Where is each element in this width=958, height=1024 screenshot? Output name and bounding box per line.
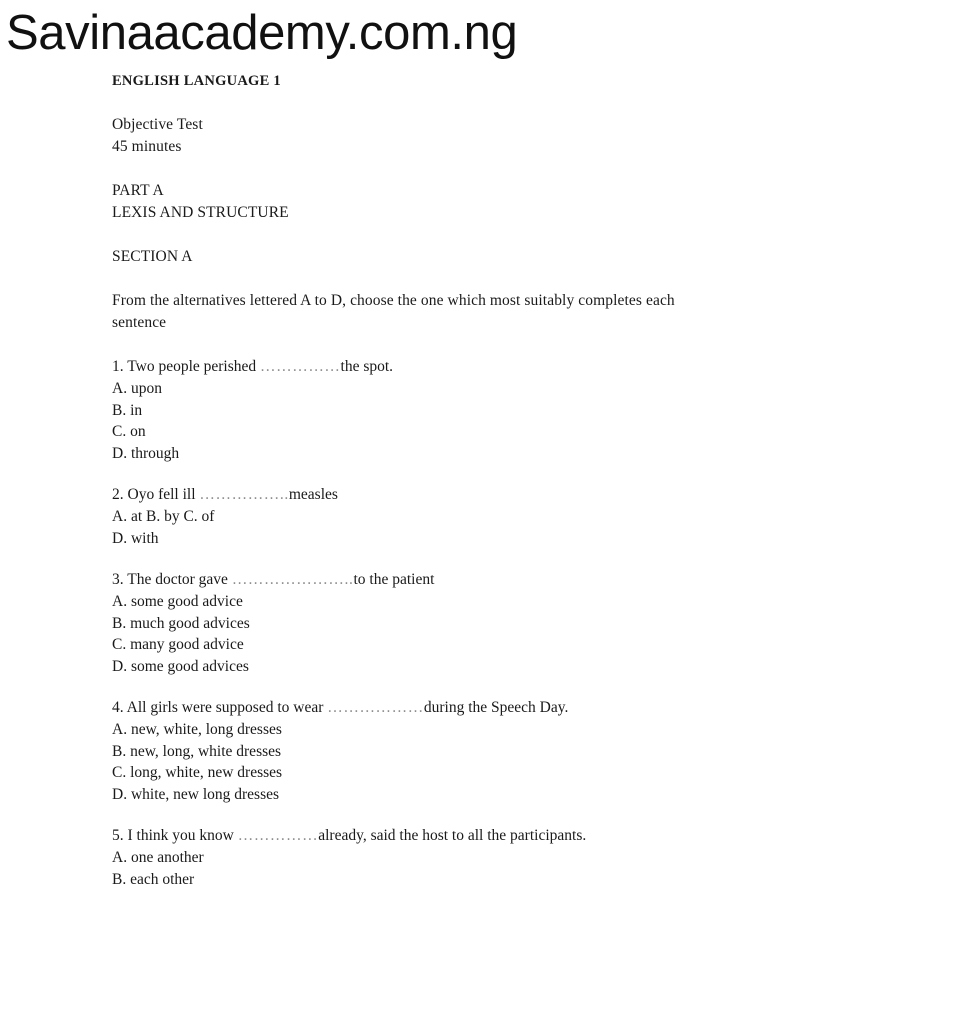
question-number: 3. bbox=[112, 571, 128, 588]
answer-blank-dots: …………… bbox=[237, 827, 319, 844]
spacer bbox=[112, 158, 812, 180]
question-block bbox=[112, 825, 812, 890]
question-number: 1. bbox=[112, 358, 128, 375]
answer-blank-dots: …………… bbox=[260, 358, 341, 375]
answer-option[interactable]: C. on bbox=[112, 423, 146, 440]
spacer bbox=[112, 677, 812, 697]
spacer bbox=[112, 268, 812, 290]
exam-duration-label: 45 minutes bbox=[112, 138, 182, 155]
spacer bbox=[112, 92, 812, 114]
answer-option[interactable]: B. much good advices bbox=[112, 614, 250, 632]
question-stem-before-blank: Oyo fell ill bbox=[127, 486, 200, 503]
spacer bbox=[112, 334, 812, 356]
exam-document bbox=[112, 70, 812, 890]
question-number: 4. bbox=[112, 699, 127, 716]
exam-type-label: Objective Test bbox=[112, 116, 203, 133]
instruction-line-1: From the alternatives lettered A to D, choose the one which most suitably completes each bbox=[112, 292, 675, 309]
answer-blank-dots: ………………….. bbox=[231, 571, 354, 588]
answer-option[interactable]: A. some good advice bbox=[112, 593, 243, 610]
site-watermark: Savinaacademy.com.ng bbox=[6, 6, 518, 60]
question-number: 5. bbox=[112, 827, 128, 844]
part-topic-label: LEXIS AND STRUCTURE bbox=[112, 204, 289, 221]
spacer bbox=[112, 224, 812, 246]
section-label: SECTION A bbox=[112, 248, 193, 265]
question-block bbox=[112, 697, 812, 805]
question-stem-after-blank: measles bbox=[288, 486, 338, 503]
question-stem-after-blank: the spot. bbox=[340, 358, 394, 375]
answer-option[interactable]: A. one another bbox=[112, 849, 204, 866]
question-stem bbox=[112, 825, 812, 847]
answer-option[interactable]: D. white, new long dresses bbox=[112, 785, 280, 803]
question-stem-after-blank: to the patient bbox=[353, 571, 435, 588]
answer-option[interactable]: D. through bbox=[112, 444, 180, 462]
question-block bbox=[112, 569, 812, 677]
question-number: 2. bbox=[112, 486, 128, 503]
part-label: PART A bbox=[112, 182, 164, 199]
question-stem bbox=[112, 697, 812, 719]
question-stem-before-blank: The doctor gave bbox=[127, 571, 232, 588]
instruction-line-2: sentence bbox=[112, 314, 167, 331]
answer-option[interactable]: A. upon bbox=[112, 380, 162, 397]
answer-option[interactable]: B. in bbox=[112, 401, 143, 419]
answer-option[interactable]: B. new, long, white dresses bbox=[112, 742, 282, 760]
question-block bbox=[112, 356, 812, 464]
answer-option[interactable]: D. some good advices bbox=[112, 657, 249, 675]
answer-option[interactable]: A. new, white, long dresses bbox=[112, 721, 282, 738]
question-stem bbox=[112, 569, 812, 591]
question-stem-before-blank: All girls were supposed to wear bbox=[126, 699, 328, 716]
question-list bbox=[112, 356, 812, 890]
page-title: ENGLISH LANGUAGE 1 bbox=[112, 73, 281, 89]
question-stem-after-blank: during the Speech Day. bbox=[423, 699, 569, 716]
spacer bbox=[112, 549, 812, 569]
question-block bbox=[112, 484, 812, 549]
answer-blank-dots: ……………… bbox=[327, 699, 424, 716]
question-stem bbox=[112, 484, 812, 506]
answer-option[interactable]: C. long, white, new dresses bbox=[112, 764, 283, 781]
answer-option[interactable]: D. with bbox=[112, 529, 159, 547]
spacer bbox=[112, 805, 812, 825]
question-stem-after-blank: already, said the host to all the participants. bbox=[318, 827, 587, 844]
answer-option[interactable]: A. at B. by C. of bbox=[112, 508, 215, 525]
question-stem-before-blank: I think you know bbox=[127, 827, 238, 844]
question-stem-before-blank: Two people perished bbox=[127, 358, 261, 375]
answer-blank-dots: …………….. bbox=[199, 486, 289, 503]
spacer bbox=[112, 464, 812, 484]
question-stem bbox=[112, 356, 812, 378]
answer-option[interactable]: C. many good advice bbox=[112, 636, 244, 653]
answer-option[interactable]: B. each other bbox=[112, 870, 195, 888]
